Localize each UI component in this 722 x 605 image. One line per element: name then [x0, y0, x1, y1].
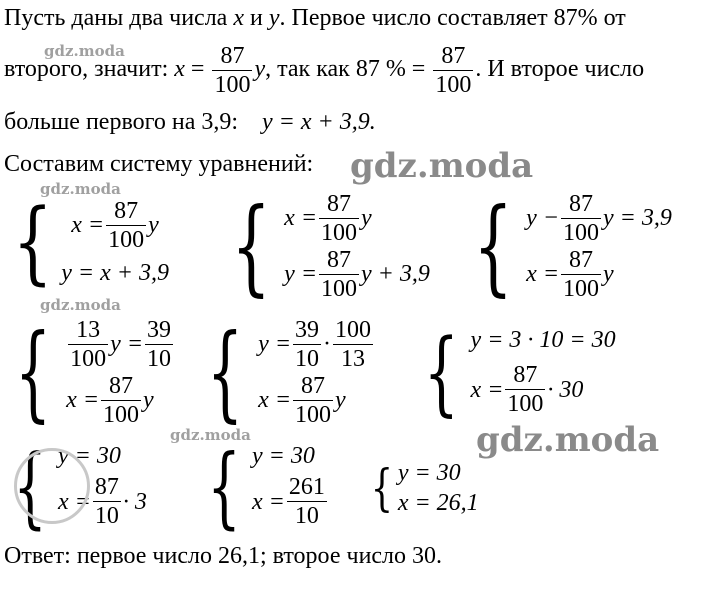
text-line-4	[4, 150, 313, 178]
system-rows	[526, 190, 672, 302]
left-brace: {	[12, 189, 53, 295]
answer-text: Ответ: первое число 26,1; второе число 30.	[4, 543, 443, 569]
system-row: x = $\frac{87}{100}$ · 30	[470, 362, 584, 418]
system-row: y = 3 · 10 = 30	[470, 326, 616, 353]
denominator: 100	[214, 72, 251, 98]
left-brace: {	[207, 434, 241, 538]
left-brace: {	[14, 311, 52, 433]
fraction-87-100	[433, 44, 473, 97]
system-5	[192, 311, 375, 433]
fraction-87-100	[212, 44, 252, 97]
system-8	[196, 434, 329, 538]
system-rows	[252, 440, 329, 532]
system-rows	[66, 316, 175, 428]
denominator: 100	[435, 72, 472, 98]
left-brace: {	[13, 434, 47, 538]
var-x: x	[233, 5, 244, 31]
var-x: x	[174, 56, 185, 83]
left-brace: {	[231, 185, 271, 307]
line1-text: Пусть даны два числа	[4, 5, 228, 31]
system-row: y = 30	[252, 442, 315, 469]
system-row: y = 30	[58, 442, 121, 469]
numerator: 87	[220, 43, 245, 69]
line2-middle: , так как 87 % =	[265, 56, 426, 83]
answer-line	[4, 542, 442, 570]
system-6	[412, 318, 616, 426]
watermark-big: gdz.moda	[476, 420, 660, 460]
system-row: y = x + 3,9	[61, 260, 169, 287]
watermark-big: gdz.moda	[350, 146, 534, 186]
system-row: y = $\frac{39}{10}$ · $\frac{100}{13}$	[258, 316, 372, 372]
system-9	[366, 458, 479, 518]
conj-and: и	[243, 5, 269, 31]
system-row: x = $\frac{87}{100}$ y	[284, 190, 372, 246]
system-row: x = $\frac{87}{100}$ y	[71, 197, 159, 253]
var-y: y	[254, 56, 266, 83]
system-row: y = $\frac{87}{100}$ y + 3,9	[284, 246, 430, 302]
left-brace: {	[206, 311, 244, 433]
system-2	[218, 185, 430, 307]
system-row: $\frac{13}{100}$ y = $\frac{39}{10}$	[70, 316, 172, 372]
system-row: y = 30	[397, 460, 461, 486]
equation-y: y = x + 3,9.	[262, 109, 376, 135]
system-rows	[61, 194, 169, 290]
line1-rest: . Первое число составляет 87% от	[279, 5, 626, 31]
system-4	[0, 311, 175, 433]
system-rows	[284, 190, 430, 302]
equals: =	[184, 56, 211, 83]
numerator: 87	[441, 43, 466, 69]
system-row: x = $\frac{87}{100}$ y	[66, 372, 154, 428]
line4-text: Составим систему уравнений:	[4, 151, 314, 177]
system-row: y − $\frac{87}{100}$ y = 3,9	[526, 190, 672, 246]
system-rows	[398, 458, 479, 518]
text-line-3	[4, 108, 376, 136]
system-rows	[258, 316, 375, 428]
system-row: x = $\frac{87}{100}$ y	[258, 372, 346, 428]
watermark-circle-icon	[14, 448, 90, 524]
line2-end: . И второе число	[475, 56, 645, 83]
text-line-1	[4, 4, 626, 32]
system-row: x = $\frac{87}{100}$ y	[526, 246, 614, 302]
var-y: y	[268, 5, 280, 31]
system-row: x = $\frac{87}{10}$ · 3	[58, 474, 147, 530]
watermark-small: gdz.moda	[44, 42, 125, 60]
system-3	[460, 185, 672, 307]
watermark-small: gdz.moda	[40, 296, 121, 314]
left-brace: {	[423, 318, 459, 426]
system-rows	[471, 322, 616, 422]
line3-text: больше первого на 3,9:	[4, 109, 239, 135]
system-row: x = $\frac{261}{10}$	[252, 474, 325, 530]
left-brace: {	[473, 185, 513, 307]
line2-start: второго, значит:	[4, 56, 175, 83]
watermark-small: gdz.moda	[170, 426, 251, 444]
system-row: x = 26,1	[397, 490, 479, 516]
watermark-small: gdz.moda	[40, 180, 121, 198]
left-brace: {	[370, 459, 394, 517]
